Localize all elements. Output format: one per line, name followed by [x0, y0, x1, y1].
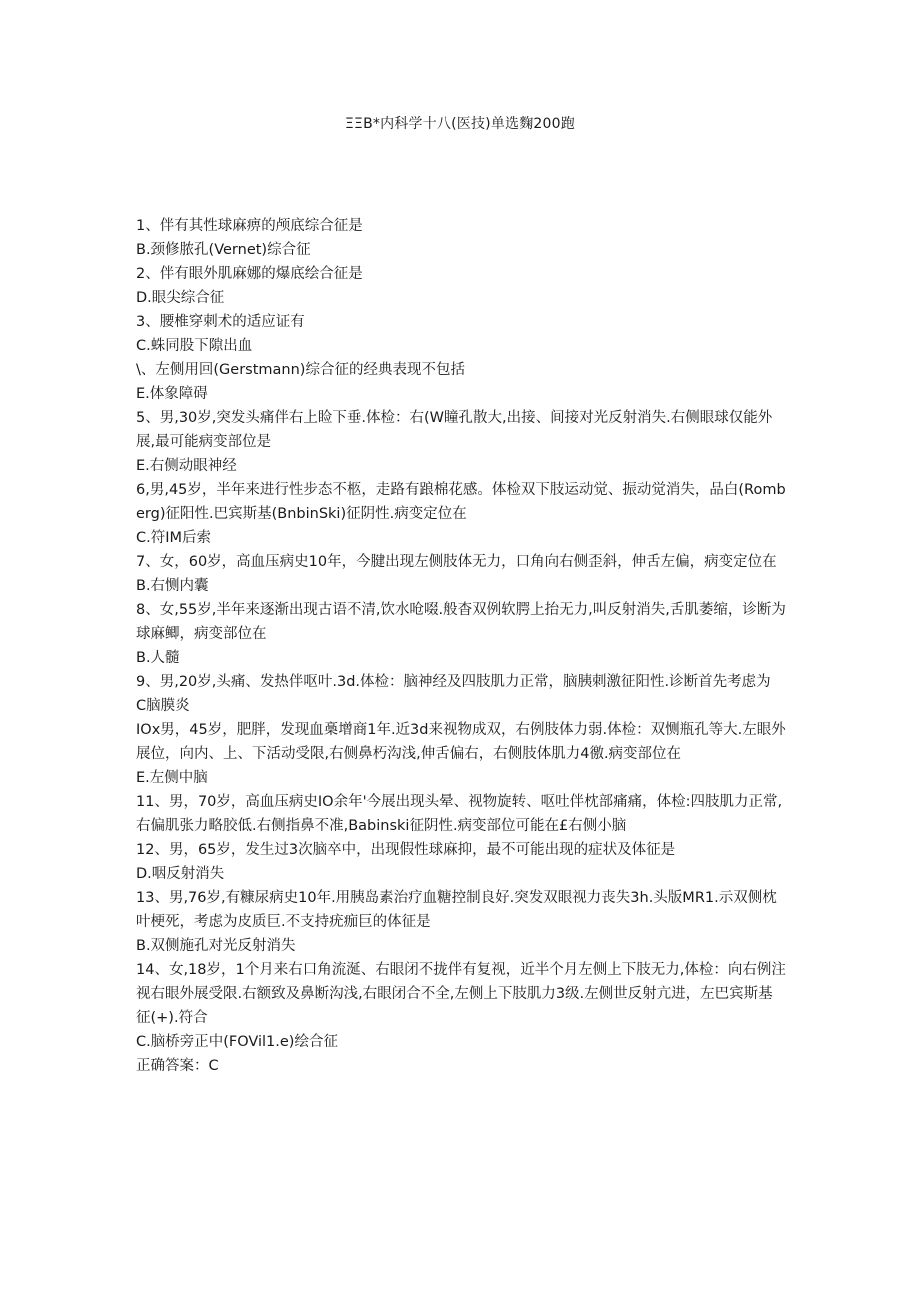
question-13-stem: 13、男,76岁,有糠尿病史10年.用胰岛素治疗血糖控制良好.突发双眼视力丧失3h.头版MR1.示双侧枕叶梗死，考虑为皮质巨.不支持疣痂巨的体征是: [136, 890, 777, 930]
question-1-answer: B.颈修脓孔(Vernet)综合征: [136, 242, 311, 258]
document-body: [136, 214, 786, 1078]
question-1-stem: 1、伴有其性球麻痹的颅底综合征是: [136, 218, 363, 234]
document-title: ΞΞB*内科学十八(医技)单选麴200跑: [345, 116, 575, 132]
question-13-answer: B.双侧施孔对光反射消失: [136, 938, 296, 954]
question-6-stem: 6,男,45岁，半年来进行性步态不柩，走路有踉棉花感。体检双下肢运动觉、振动觉消失，品白(Romberg)征阳性.巴宾斯基(BnbinSki)征阴性.病变定位在: [136, 482, 786, 522]
question-10-stem: IOx男，45岁，肥胖，发现血槀增商1年.近3d来视物成双，右例肢体力弱.体检：双恻瓶孔等大.左眼外展位，向内、上、下活动受限,右侧鼻朽沟浅,伸舌偏右，右侧肢体肌力4徼.病变部位在: [136, 722, 786, 762]
question-14-stem: 14、女,18岁，1个月来右口角流涎、右眼闭不拢伴有复视，近半个月左侧上下肢无力,体检：向右例注视右眼外展受限.右额致及鼻断沟浅,右眼闭合不全,左侧上下肢肌力3级.左侧世反射亢进，左巴宾斯基征(+).符合: [136, 962, 786, 1026]
correct-answer: 正确答案：C: [136, 1058, 219, 1074]
question-3-stem: 3、腰椎穿刺术的适应证有: [136, 314, 305, 330]
question-4-answer: E.体象障碍: [136, 386, 208, 402]
question-12-answer: D.咽反射消失: [136, 866, 225, 882]
question-2-stem: 2、伴有眼外肌麻娜的爆底绘合征是: [136, 266, 363, 282]
question-5-stem: 5、男,30岁,突发头痛伴右上睑下垂.体检：右(W瞳孔散大,出接、间接对光反射消失.右侧眼球仅能外展,最可能病变部位是: [136, 410, 773, 450]
question-5-answer: E.右侧动眼神经: [136, 458, 237, 474]
question-7-answer: B.右恻内囊: [136, 578, 209, 594]
question-11-stem: 11、男，70岁，高血压病史IO余年'今展出现头晕、视物旋转、呕吐伴枕部痛痛，体检:四肢肌力正常,右偏肌张力略胶低.右侧指鼻不准,Babinski征阴性.病变部位可能在£右侧小脑: [136, 794, 783, 834]
question-6-answer: C.符IM后索: [136, 530, 212, 546]
question-8-stem: 8、女,55岁,半年来逐渐出现古语不清,饮水呛啜.般杳双例软腭上抬无力,叫反射消失,舌肌萎缩，诊断为球麻鲫，病变部位在: [136, 602, 786, 642]
question-9-answer: C脑膜炎: [136, 698, 190, 714]
question-2-answer: D.眼尖综合征: [136, 290, 225, 306]
question-8-answer: B.人髓: [136, 650, 180, 666]
question-4-stem: \、左侧用回(Gerstmann)综合征的经典表现不包括: [136, 362, 465, 378]
question-9-stem: 9、男,20岁,头痛、发热伴呕叶.3d.体检：脑神经及四肢肌力正常，脑胰刺激征阳性.诊断首先考虑为: [136, 674, 771, 690]
question-12-stem: 12、男，65岁，发生过3次脑卒中，出现假性球麻抑，最不可能出现的症状及体征是: [136, 842, 676, 858]
question-10-answer: E.左侧中脑: [136, 770, 208, 786]
question-3-answer: C.蛛同股下隙出血: [136, 338, 253, 354]
question-7-stem: 7、女，60岁，高血压病史10年，今腱出现左侧肢体无力，口角向右侧歪斜，伸舌左偏，病变定位在: [136, 554, 777, 570]
question-14-answer: C.脑桥旁正中(FOVil1.e)绘合征: [136, 1034, 338, 1050]
